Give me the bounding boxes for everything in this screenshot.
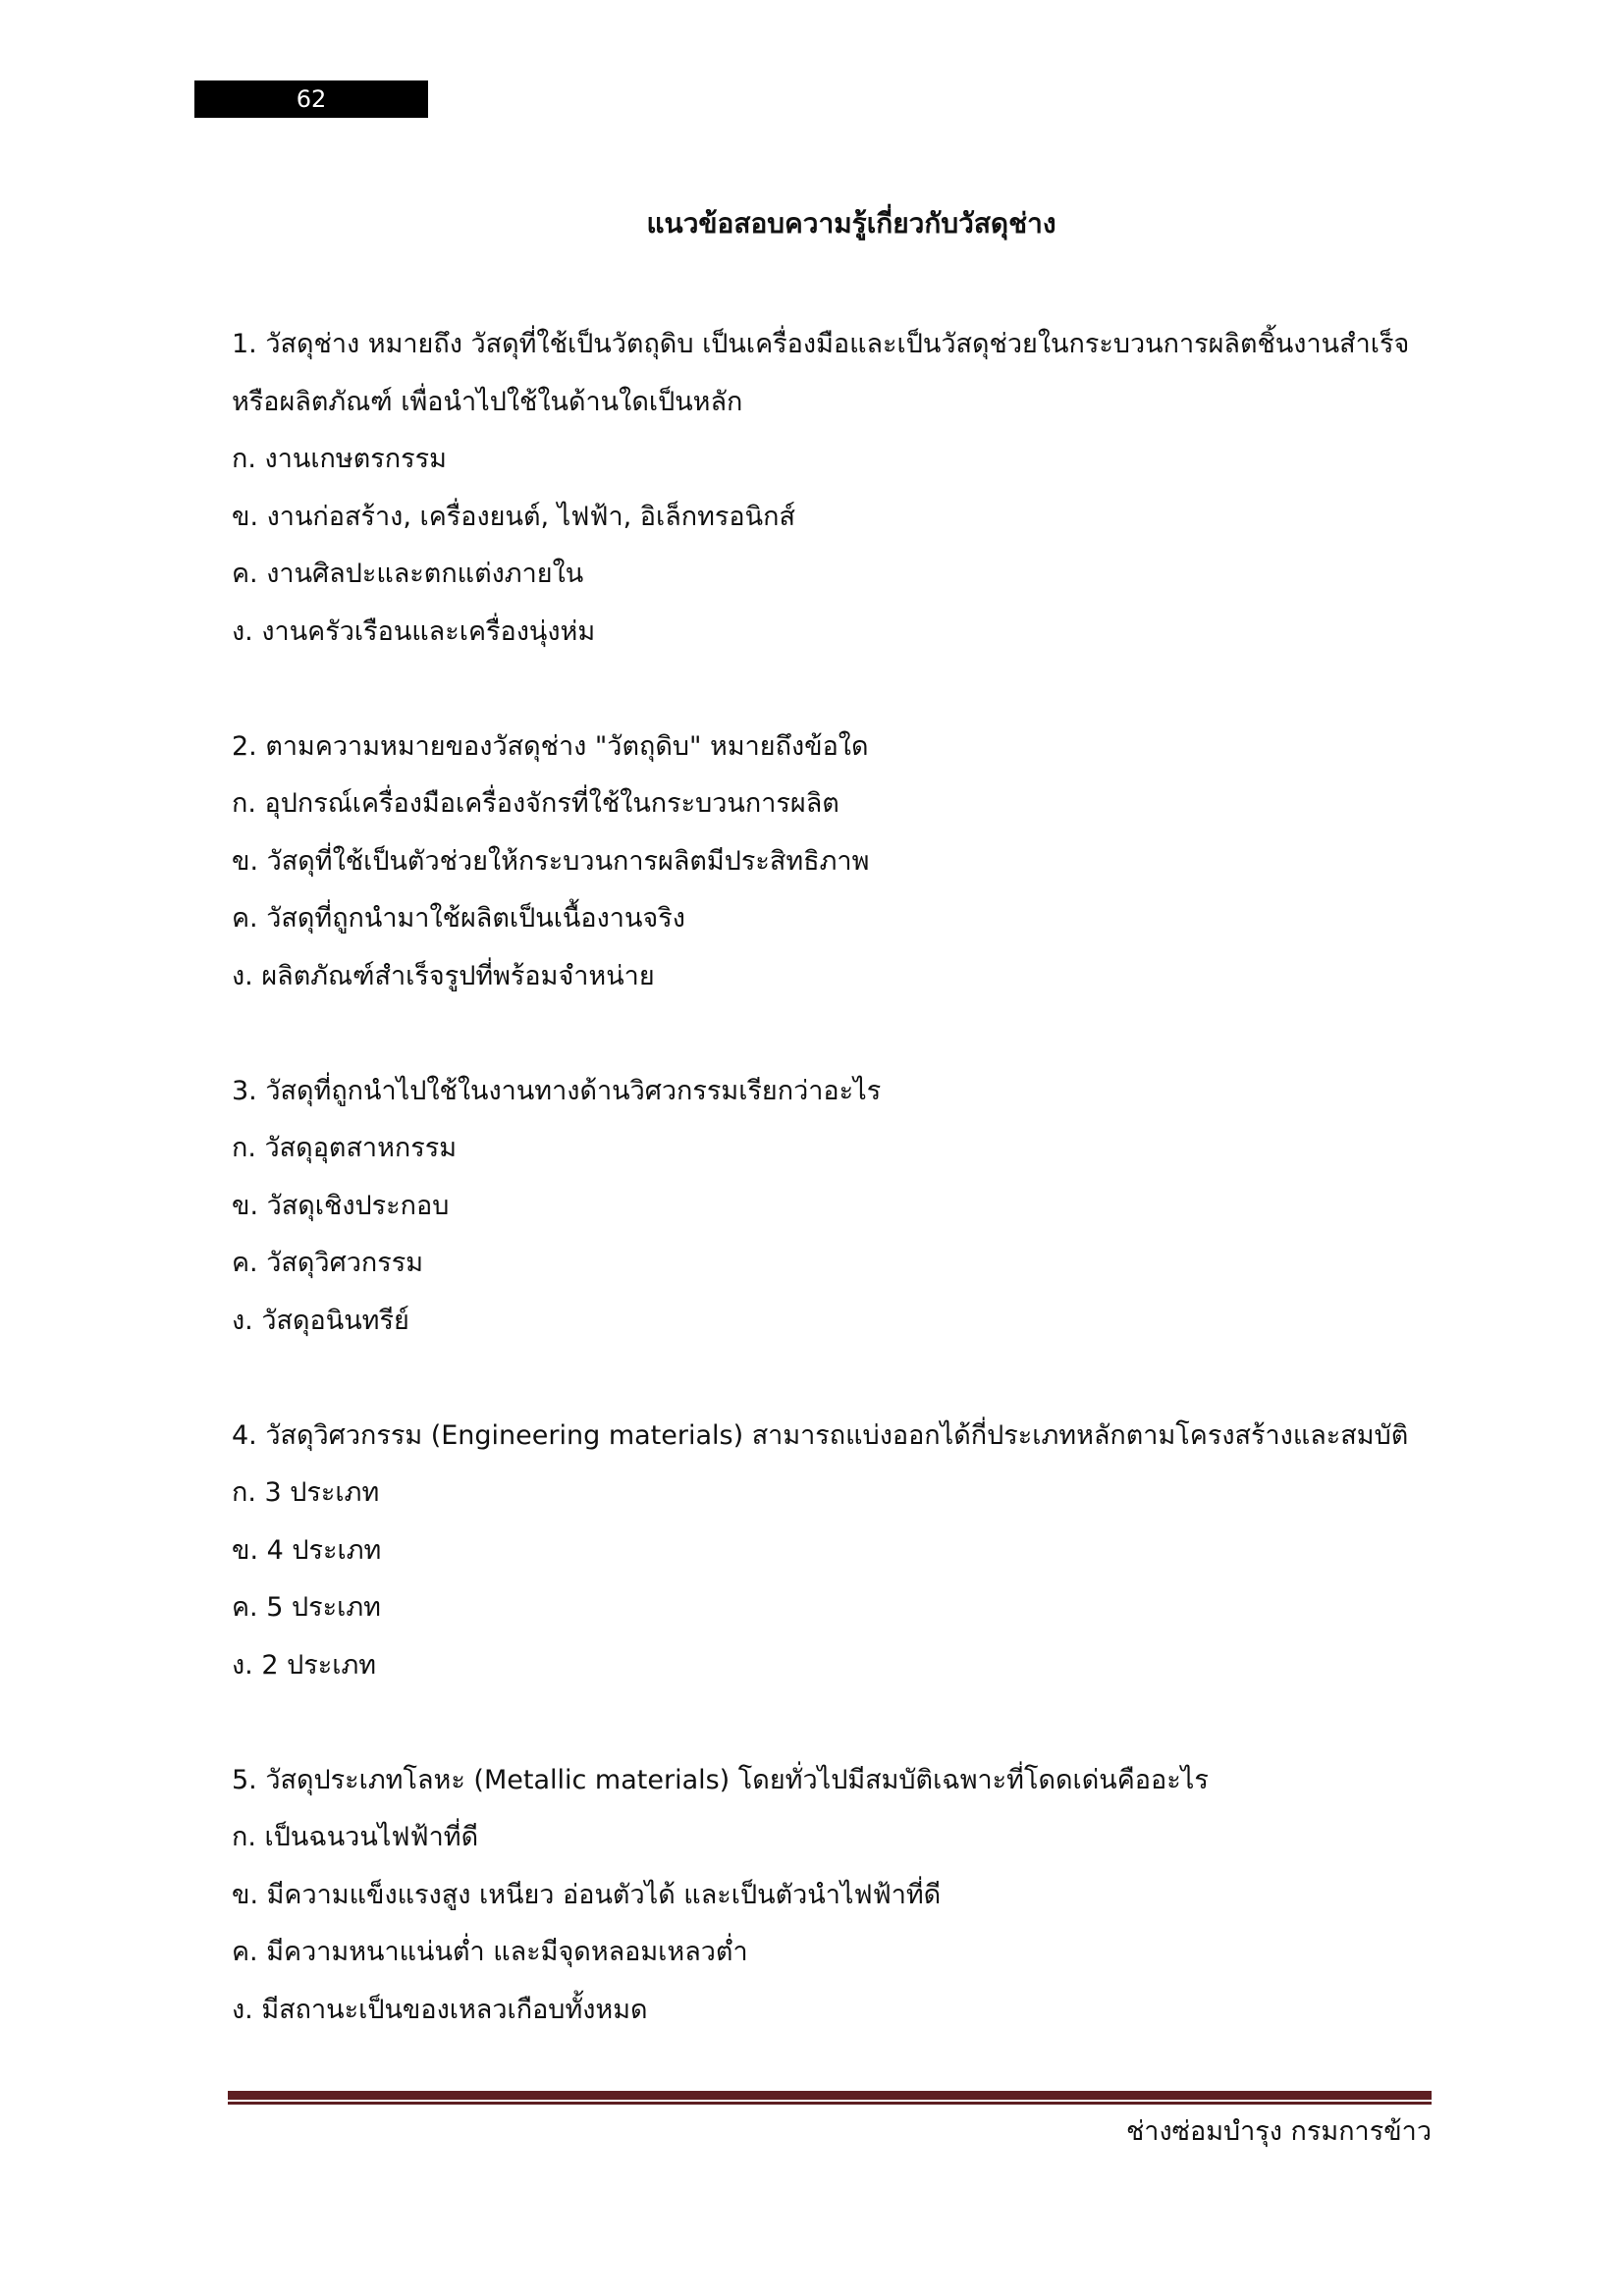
page-title: แนวข้อสอบความรู้เกี่ยวกับวัสดุช่าง	[646, 207, 1056, 240]
choice-c: ค. วัสดุวิศวกรรม	[232, 1248, 424, 1278]
choice-a: ก. งานเกษตรกรรม	[232, 444, 447, 474]
question-2	[232, 719, 1439, 1006]
footer-department: ช่างซ่อมบำรุง กรมการข้าว	[1125, 2116, 1432, 2147]
footer-divider-thin	[228, 2102, 1432, 2105]
question-1	[232, 316, 1439, 661]
question-list	[232, 316, 1439, 2097]
choice-a: ก. วัสดุอุตสาหกรรม	[232, 1133, 458, 1163]
choice-a: ก. เป็นฉนวนไฟฟ้าที่ดี	[232, 1822, 479, 1852]
choice-c: ค. 5 ประเภท	[232, 1592, 381, 1623]
question-3	[232, 1063, 1439, 1351]
choice-c: ค. งานศิลปะและตกแต่งภายใน	[232, 559, 584, 589]
choice-b: ข. วัสดุที่ใช้เป็นตัวช่วยให้กระบวนการผลิตมีประสิทธิภาพ	[232, 845, 870, 877]
question-5	[232, 1752, 1439, 2040]
choice-c: ค. มีความหนาแน่นต่ำ และมีจุดหลอมเหลวต่ำ	[232, 1937, 748, 1967]
question-text: 2. ตามความหมายของวัสดุช่าง "วัตถุดิบ" หมายถึงข้อใด	[232, 730, 869, 762]
question-4	[232, 1408, 1439, 1695]
choice-a: ก. 3 ประเภท	[232, 1477, 380, 1508]
choice-b: ข. 4 ประเภท	[232, 1534, 382, 1566]
choice-b: ข. มีความแข็งแรงสูง เหนียว อ่อนตัวได้ และเป็นตัวนำไฟฟ้าที่ดี	[232, 1879, 942, 1910]
choice-a: ก. อุปกรณ์เครื่องมือเครื่องจักรที่ใช้ในกระบวนการผลิต	[232, 788, 839, 819]
question-text: 3. วัสดุที่ถูกนำไปใช้ในงานทางด้านวิศวกรรมเรียกว่าอะไร	[232, 1075, 882, 1106]
choice-d: ง. 2 ประเภท	[232, 1649, 377, 1681]
question-text: 1. วัสดุช่าง หมายถึง วัสดุที่ใช้เป็นวัตถุดิบ เป็นเครื่องมือและเป็นวัสดุช่วยในกระบวนการผลิตชิ้นงานสำเร็จหรือผลิตภัณฑ์ เพื่อนำไปใช้ในด้านใดเป็นหลัก	[232, 329, 1410, 417]
choice-d: ง. ผลิตภัณฑ์สำเร็จรูปที่พร้อมจำหน่าย	[232, 960, 655, 991]
choice-c: ค. วัสดุที่ถูกนำมาใช้ผลิตเป็นเนื้องานจริง	[232, 903, 685, 934]
choice-b: ข. วัสดุเชิงประกอบ	[232, 1190, 450, 1221]
question-text: 4. วัสดุวิศวกรรม (Engineering materials) สามารถแบ่งออกได้กี่ประเภทหลักตามโครงสร้างและสมบัติ	[232, 1419, 1409, 1451]
page-number-badge	[194, 80, 428, 118]
choice-b: ข. งานก่อสร้าง, เครื่องยนต์, ไฟฟ้า, อิเล็กทรอนิกส์	[232, 501, 795, 532]
question-text: 5. วัสดุประเภทโลหะ (Metallic materials) โดยทั่วไปมีสมบัติเฉพาะที่โดดเด่นคืออะไร	[232, 1764, 1209, 1795]
footer-divider-thick	[228, 2091, 1432, 2100]
choice-d: ง. วัสดุอนินทรีย์	[232, 1305, 409, 1336]
choice-d: ง. งานครัวเรือนและเครื่องนุ่งห่ม	[232, 615, 596, 647]
page-number: 62	[296, 85, 327, 113]
choice-d: ง. มีสถานะเป็นของเหลวเกือบทั้งหมด	[232, 1994, 648, 2025]
